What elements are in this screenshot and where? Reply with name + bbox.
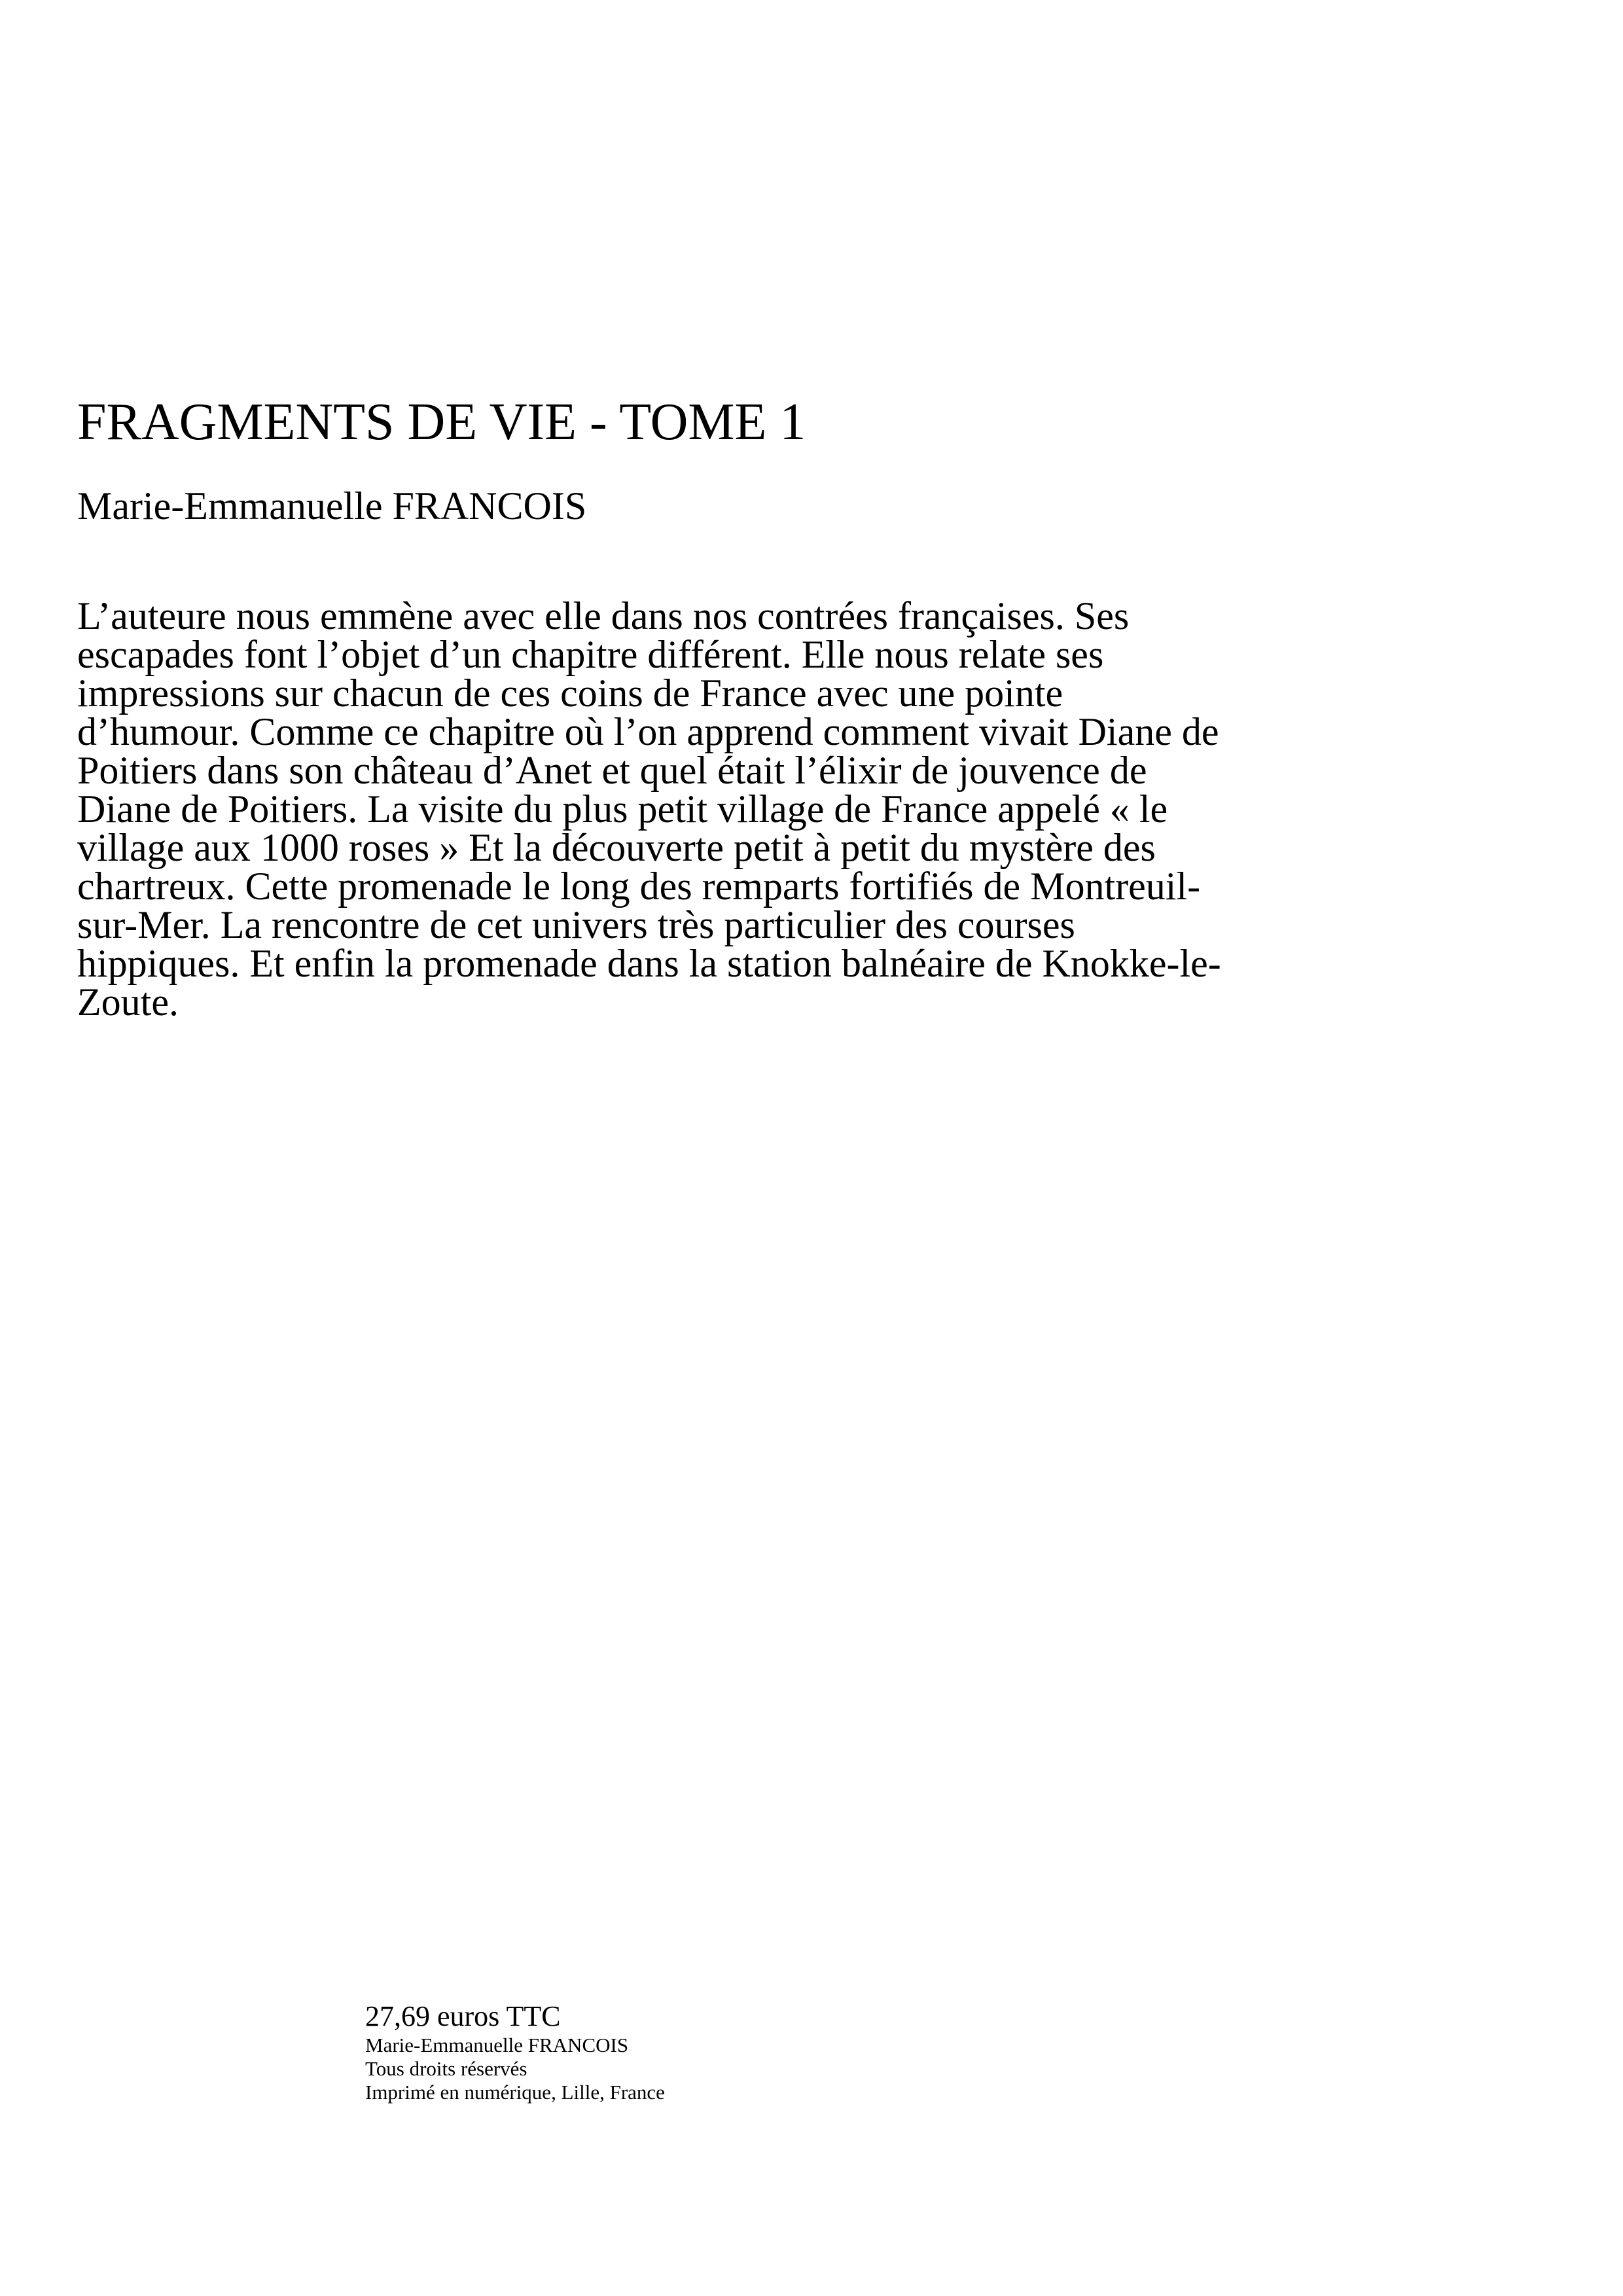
imprint-printed: Imprimé en numérique, Lille, France — [365, 2081, 665, 2104]
imprint-author: Marie-Emmanuelle FRANCOIS — [365, 2034, 629, 2056]
imprint-block — [365, 2000, 1020, 2104]
imprint-rights: Tous droits réservés — [365, 2057, 527, 2080]
book-summary: L’auteure nous emmène avec elle dans nos contrées françaises. Ses escapades font l’objet d’un chapitre différent. Elle nous relate ses impressions sur chacun de ces coins de France avec une pointe d’humour. Comme ce chapitre où l’on apprend comment vivait Diane de Poitiers dans son château d’Anet et quel était l’élixir de jouvence de Diane de Poitiers. La visite du plus petit village de France appelé « le village aux 1000 roses » Et la découverte petit à petit du mystère des chartreux. Cette promenade le long des remparts fortifiés de Montreuil-sur-Mer. La rencontre de cet univers très particulier des courses hippiques. Et enfin la promenade dans la station balnéaire de Knokke-le-Zoute. — [77, 594, 1221, 1024]
book-author: Marie-Emmanuelle FRANCOIS — [77, 484, 587, 528]
book-title: FRAGMENTS DE VIE - TOME 1 — [77, 393, 806, 451]
price-label: 27,69 euros TTC — [365, 2000, 561, 2032]
